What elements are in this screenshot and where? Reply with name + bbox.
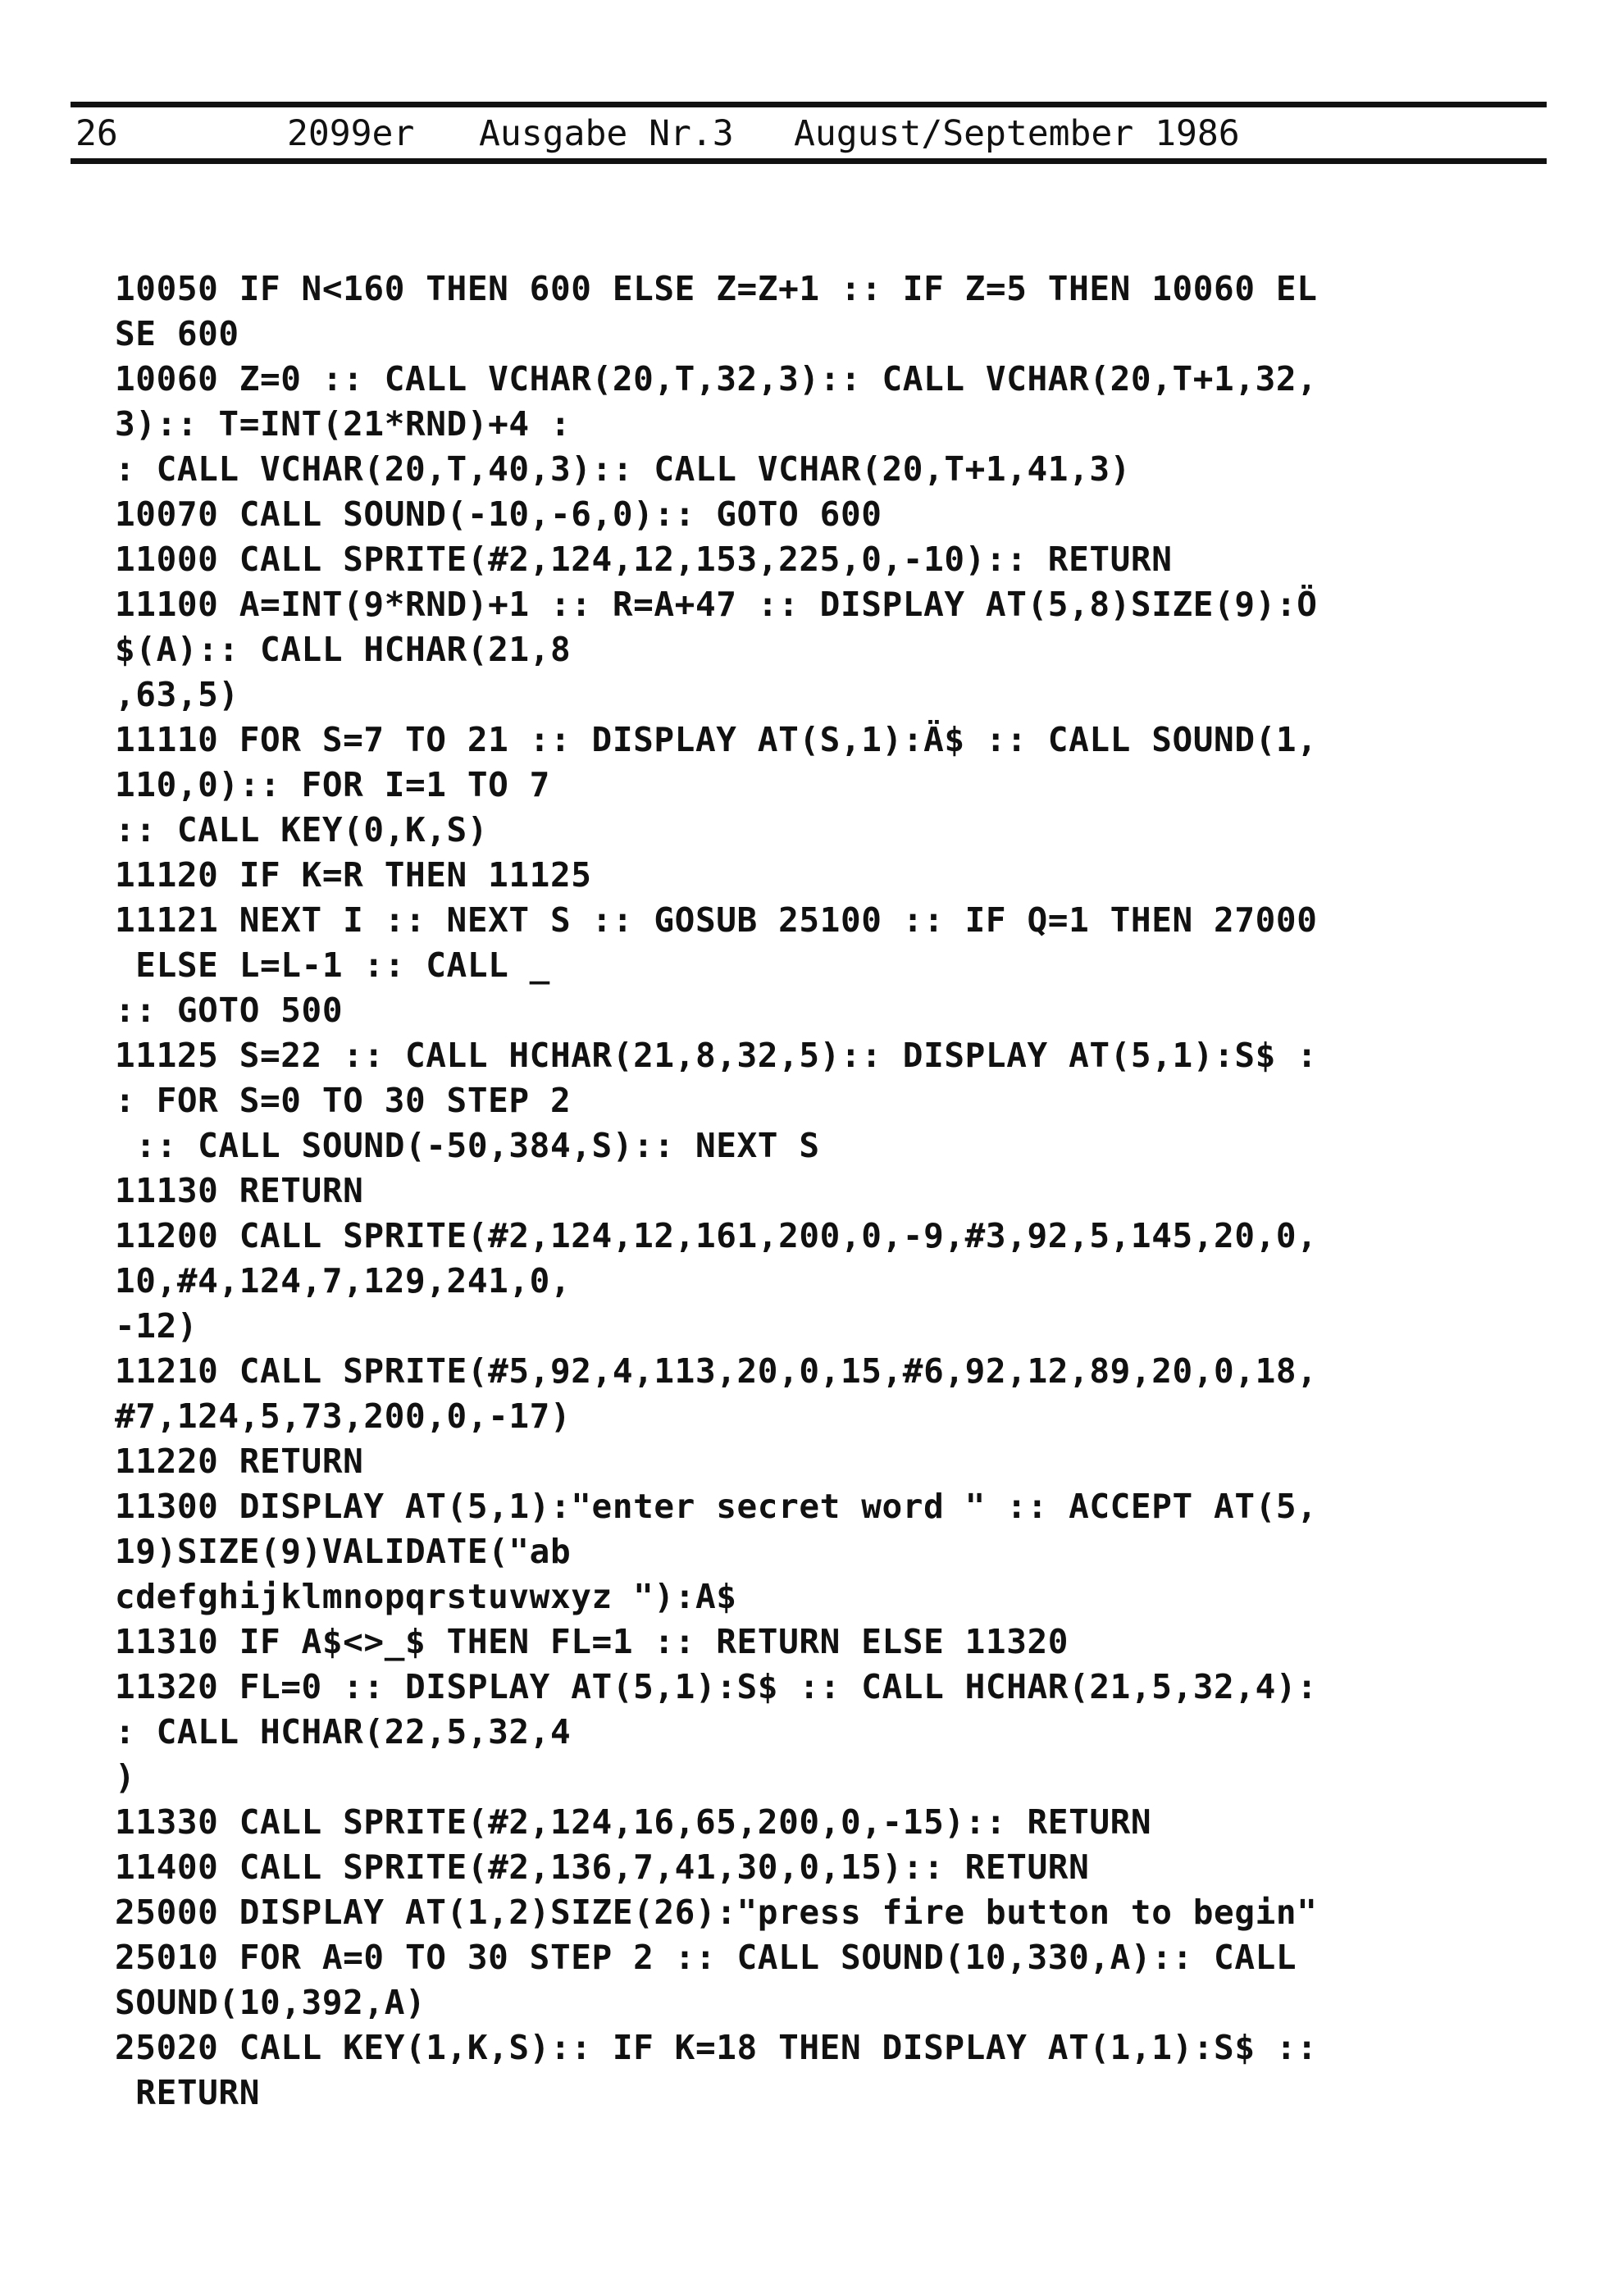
publication-name: 2099er bbox=[287, 113, 415, 154]
code-line: 11130 RETURN bbox=[115, 1171, 364, 1210]
issue-date: August/September 1986 bbox=[794, 113, 1240, 154]
code-line: $(A):: CALL HCHAR(21,8 bbox=[115, 630, 572, 669]
code-line: 10,#4,124,7,129,241,0, bbox=[115, 1261, 572, 1301]
code-line: 11320 FL=0 :: DISPLAY AT(5,1):S$ :: CALL HCHAR(21,5,32,4): bbox=[115, 1667, 1318, 1706]
code-line: 11220 RETURN bbox=[115, 1442, 364, 1481]
code-line: -12) bbox=[115, 1306, 198, 1346]
header-bottom-rule bbox=[71, 158, 1547, 164]
code-line: 10070 CALL SOUND(-10,-6,0):: GOTO 600 bbox=[115, 494, 882, 534]
code-line: 11120 IF K=R THEN 11125 bbox=[115, 855, 592, 895]
code-line: 25000 DISPLAY AT(1,2)SIZE(26):"press fire button to begin" bbox=[115, 1893, 1318, 1932]
code-line: :: CALL KEY(0,K,S) bbox=[115, 810, 489, 850]
code-line: 11310 IF A$<>_$ THEN FL=1 :: RETURN ELSE 11320 bbox=[115, 1622, 1069, 1661]
code-line: :: GOTO 500 bbox=[115, 991, 344, 1030]
code-line: 25010 FOR A=0 TO 30 STEP 2 :: CALL SOUND(10,330,A):: CALL bbox=[115, 1938, 1297, 1977]
code-line: :: CALL SOUND(-50,384,S):: NEXT S bbox=[115, 1126, 820, 1165]
page-number: 26 bbox=[75, 113, 118, 154]
header-top-rule bbox=[71, 102, 1547, 107]
code-line: 10060 Z=0 :: CALL VCHAR(20,T,32,3):: CALL VCHAR(20,T+1,32, bbox=[115, 359, 1318, 399]
code-line: : CALL HCHAR(22,5,32,4 bbox=[115, 1712, 572, 1752]
code-line: : FOR S=0 TO 30 STEP 2 bbox=[115, 1081, 572, 1120]
code-line: ) bbox=[115, 1757, 136, 1797]
code-line: : CALL VCHAR(20,T,40,3):: CALL VCHAR(20,T+1,41,3) bbox=[115, 449, 1131, 489]
code-line: 11110 FOR S=7 TO 21 :: DISPLAY AT(S,1):Ä$ :: CALL SOUND(1, bbox=[115, 720, 1318, 759]
code-line: 11121 NEXT I :: NEXT S :: GOSUB 25100 :: IF Q=1 THEN 27000 bbox=[115, 900, 1318, 940]
code-line: ,63,5) bbox=[115, 675, 239, 714]
issue-label: Ausgabe Nr.3 bbox=[479, 113, 734, 154]
code-listing bbox=[115, 266, 1509, 2116]
code-line: cdefghijklmnopqrstuvwxyz "):A$ bbox=[115, 1577, 737, 1616]
code-line: 11400 CALL SPRITE(#2,136,7,41,30,0,15):: RETURN bbox=[115, 1847, 1090, 1887]
code-line: 11300 DISPLAY AT(5,1):"enter secret word " :: ACCEPT AT(5, bbox=[115, 1487, 1318, 1526]
code-line: SOUND(10,392,A) bbox=[115, 1983, 426, 2022]
code-line: 25020 CALL KEY(1,K,S):: IF K=18 THEN DISPLAY AT(1,1):S$ :: bbox=[115, 2028, 1318, 2067]
code-line: 11100 A=INT(9*RND)+1 :: R=A+47 :: DISPLAY AT(5,8)SIZE(9):Ö bbox=[115, 585, 1318, 624]
code-line: ELSE L=L-1 :: CALL _ bbox=[115, 945, 550, 985]
code-line: 10050 IF N<160 THEN 600 ELSE Z=Z+1 :: IF Z=5 THEN 10060 EL bbox=[115, 269, 1318, 308]
page-header bbox=[75, 110, 1240, 157]
code-line: #7,124,5,73,200,0,-17) bbox=[115, 1396, 572, 1436]
code-line: 11210 CALL SPRITE(#5,92,4,113,20,0,15,#6,92,12,89,20,0,18, bbox=[115, 1351, 1318, 1391]
code-line: 11200 CALL SPRITE(#2,124,12,161,200,0,-9,#3,92,5,145,20,0, bbox=[115, 1216, 1318, 1255]
code-line: 11125 S=22 :: CALL HCHAR(21,8,32,5):: DISPLAY AT(5,1):S$ : bbox=[115, 1036, 1318, 1075]
code-line: RETURN bbox=[115, 2073, 260, 2112]
code-line: 11330 CALL SPRITE(#2,124,16,65,200,0,-15):: RETURN bbox=[115, 1802, 1152, 1842]
code-line: 19)SIZE(9)VALIDATE("ab bbox=[115, 1532, 572, 1571]
code-line: 3):: T=INT(21*RND)+4 : bbox=[115, 404, 572, 444]
code-line: 110,0):: FOR I=1 TO 7 bbox=[115, 765, 550, 804]
code-line: 11000 CALL SPRITE(#2,124,12,153,225,0,-10):: RETURN bbox=[115, 540, 1173, 579]
code-line: SE 600 bbox=[115, 314, 239, 353]
